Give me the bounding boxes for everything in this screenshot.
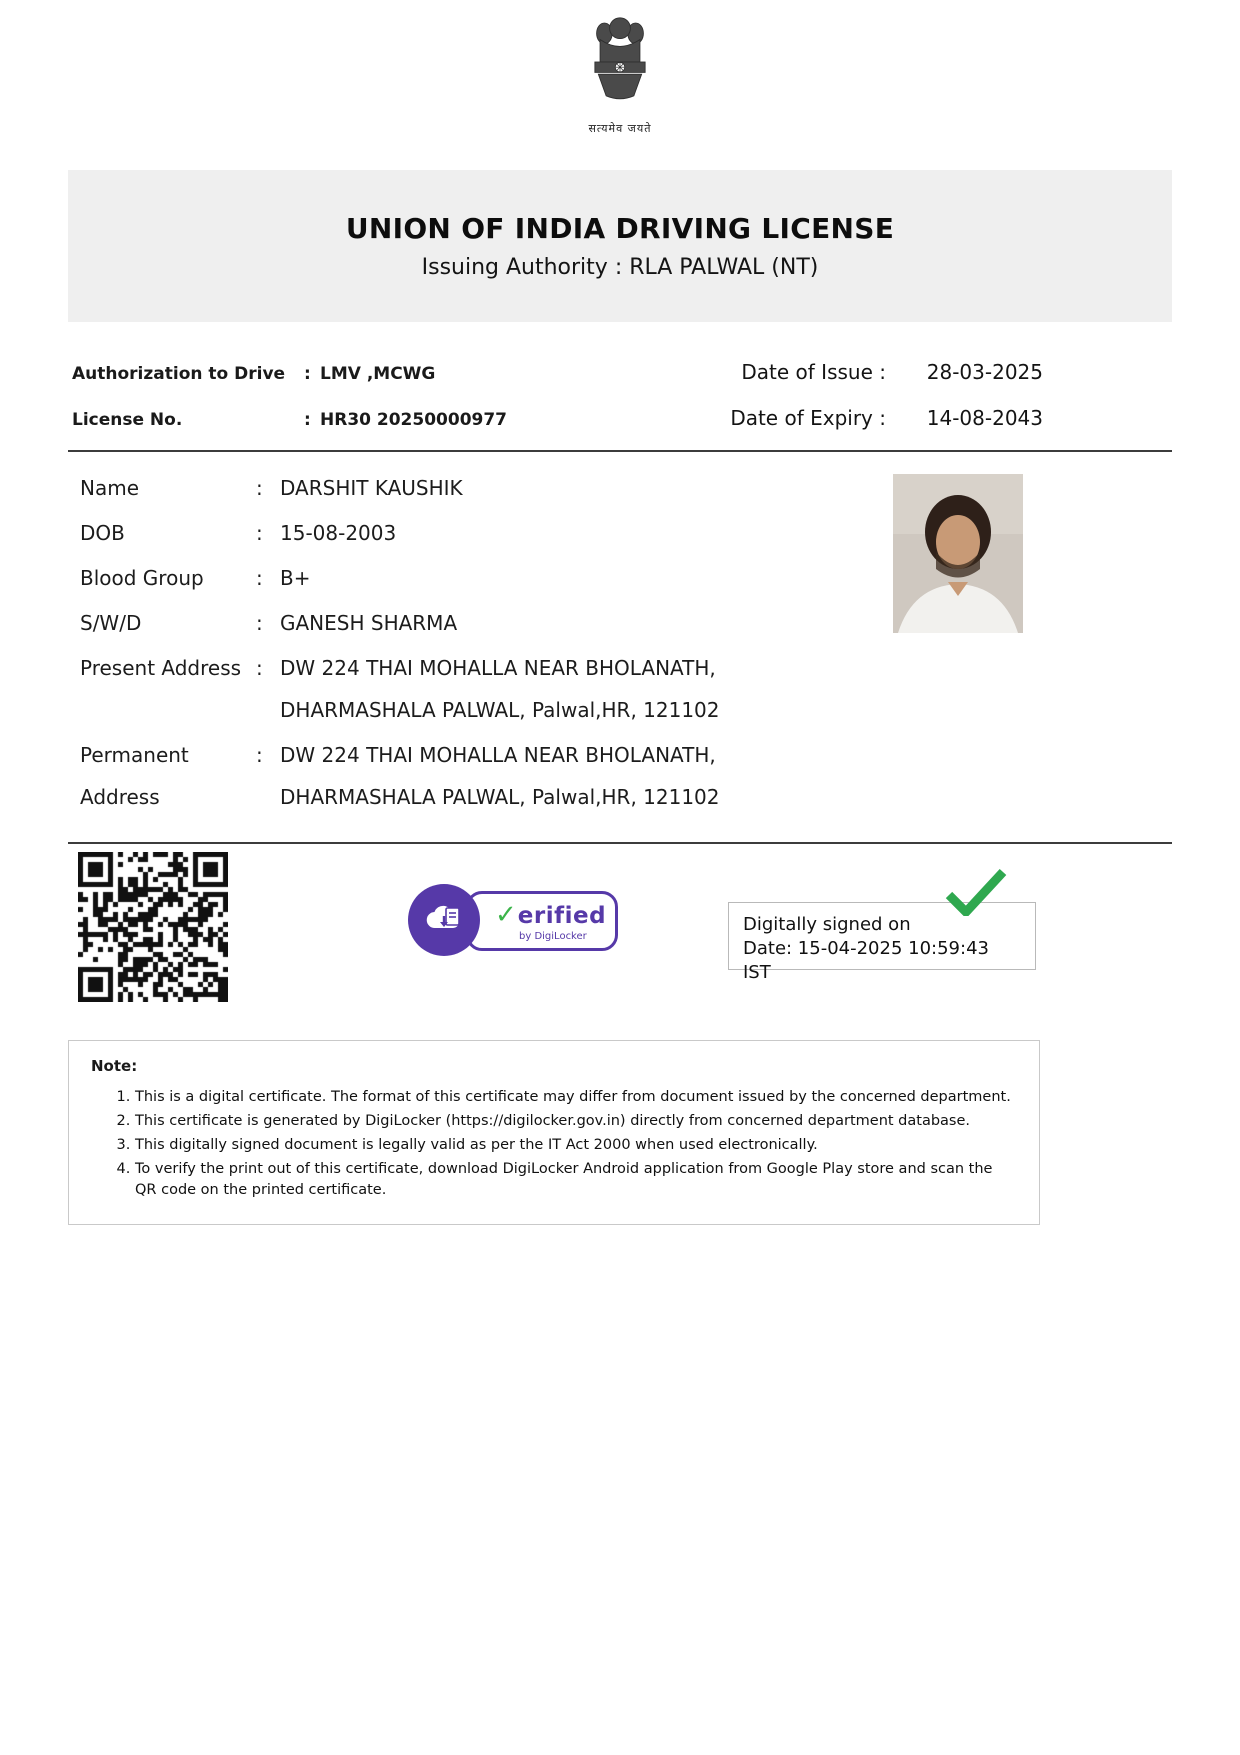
detail-row-swd [80, 609, 880, 637]
note-box [68, 1040, 1040, 1225]
document-title: UNION OF INDIA DRIVING LICENSE [345, 212, 895, 245]
satyameva-jayate-caption: सत्यमेव जयते [588, 122, 652, 135]
license-row [68, 406, 1172, 438]
detail-row-blood-group [80, 564, 880, 592]
holder-photo [893, 474, 1023, 633]
authorization-value: LMV ,MCWG [320, 364, 436, 384]
date-of-expiry-label: Date of Expiry : [730, 406, 886, 430]
portrait-placeholder [893, 474, 1023, 633]
note-item: 4. To verify the print out of this certificate, download DigiLocker Android application from Google Play store and scan the QR code on the printed certificate. [135, 1159, 1017, 1201]
digilocker-verified-badge [408, 884, 620, 960]
colon: : [256, 566, 263, 590]
signature-valid-check-icon [945, 868, 1007, 916]
issuing-authority: Issuing Authority : RLA PALWAL (NT) [421, 255, 819, 280]
divider-top [68, 450, 1172, 452]
verified-check-icon: ✓ [495, 900, 517, 930]
divider-bottom [68, 842, 1172, 844]
blood-group-label: Blood Group [80, 566, 204, 590]
detail-row-permanent-address [80, 741, 880, 811]
swd-label: S/W/D [80, 611, 142, 635]
signed-line2: Date: 15-04-2025 10:59:43 IST [743, 938, 989, 983]
swd-value: GANESH SHARMA [280, 611, 458, 635]
dob-value: 15-08-2003 [280, 521, 397, 545]
name-value: DARSHIT KAUSHIK [280, 476, 463, 500]
colon: : [256, 656, 263, 680]
header-band [68, 170, 1172, 322]
present-address-label: Present Address [80, 656, 242, 680]
signed-line1: Digitally signed on [743, 914, 911, 935]
digilocker-cloud-icon [408, 884, 480, 956]
national-emblem [565, 10, 675, 136]
colon: : [256, 743, 263, 767]
present-address-line1: DW 224 THAI MOHALLA NEAR BHOLANATH, [280, 656, 716, 680]
note-item: 2. This certificate is generated by DigiLocker (https://digilocker.gov.in) directly from concerned department database. [135, 1111, 1017, 1132]
authorization-label: Authorization to Drive [72, 364, 286, 384]
permanent-address-line2: DHARMASHALA PALWAL, Palwal,HR, 121102 [280, 785, 720, 809]
license-number-label: License No. [72, 410, 183, 430]
note-item: 3. This digitally signed document is legally valid as per the IT Act 2000 when used electronically. [135, 1135, 1017, 1156]
license-number-value: HR30 20250000977 [320, 410, 508, 430]
detail-row-present-address [80, 654, 880, 724]
qr-code [78, 852, 228, 1002]
note-list [91, 1087, 1017, 1201]
colon: : [304, 364, 311, 384]
name-label: Name [80, 476, 140, 500]
blood-group-value: B+ [280, 566, 311, 590]
colon: : [304, 410, 311, 430]
ashoka-lion-capital-icon [583, 10, 657, 114]
by-digilocker-text: by DigiLocker [519, 931, 587, 942]
present-address-value [280, 654, 880, 724]
colon: : [256, 476, 263, 500]
authorization-row [68, 360, 1172, 392]
note-item: 1. This is a digital certificate. The format of this certificate may differ from document issued by the concerned department. [135, 1087, 1017, 1108]
permanent-address-label: Permanent Address [80, 743, 189, 809]
date-of-issue-label: Date of Issue : [741, 360, 886, 384]
colon: : [256, 521, 263, 545]
date-of-issue-value: 28-03-2025 [926, 360, 1043, 384]
verified-text: erified [517, 903, 607, 929]
colon: : [256, 611, 263, 635]
date-of-expiry-value: 14-08-2043 [926, 406, 1043, 430]
present-address-line2: DHARMASHALA PALWAL, Palwal,HR, 121102 [280, 698, 720, 722]
detail-row-dob [80, 519, 880, 547]
dob-label: DOB [80, 521, 125, 545]
permanent-address-line1: DW 224 THAI MOHALLA NEAR BHOLANATH, [280, 743, 716, 767]
detail-row-name [80, 474, 880, 502]
permanent-address-value [280, 741, 880, 811]
holder-details [80, 474, 880, 828]
verified-pill [466, 891, 618, 951]
note-title: Note: [91, 1057, 138, 1075]
